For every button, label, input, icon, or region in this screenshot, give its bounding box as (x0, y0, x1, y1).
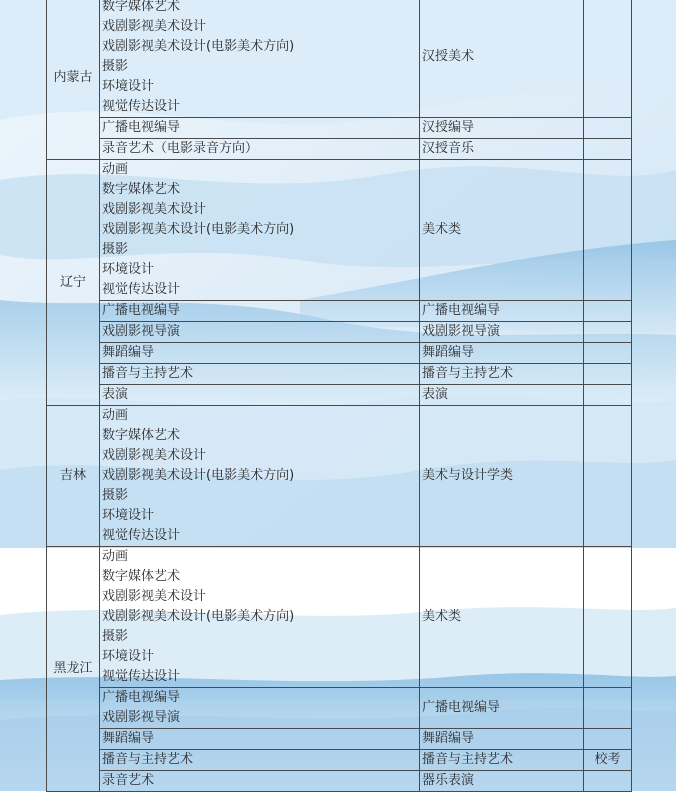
exam-category-cell: 播音与主持艺术 (420, 750, 584, 771)
note-cell (584, 343, 632, 364)
major-name: 视觉传达设计 (102, 528, 181, 543)
exam-category-cell: 美术类 (420, 160, 584, 301)
table-row (47, 343, 632, 364)
major-name: 数字媒体艺术 (102, 428, 181, 443)
table-row (47, 406, 632, 547)
major-name: 舞蹈编导 (102, 731, 155, 746)
major-name: 戏剧影视美术设计(电影美术方向) (102, 222, 295, 237)
note-cell (584, 0, 632, 118)
major-cell (100, 301, 420, 322)
exam-category-cell: 汉授音乐 (420, 139, 584, 160)
major-cell (100, 160, 420, 301)
exam-category-cell: 器乐表演 (420, 771, 584, 792)
major-cell (100, 385, 420, 406)
major-name: 录音艺术 (102, 773, 155, 788)
admission-table (46, 0, 632, 792)
exam-category-cell: 广播电视编导 (420, 688, 584, 729)
major-cell (100, 343, 420, 364)
exam-category-cell: 美术类 (420, 547, 584, 688)
province-cell: 黑龙江 (47, 547, 100, 792)
table-row (47, 729, 632, 750)
note-cell (584, 364, 632, 385)
major-cell (100, 406, 420, 547)
note-cell (584, 385, 632, 406)
note-cell (584, 139, 632, 160)
major-name: 播音与主持艺术 (102, 366, 194, 381)
major-name: 摄影 (102, 242, 129, 257)
major-cell (100, 729, 420, 750)
major-cell (100, 364, 420, 385)
major-name: 广播电视编导 (102, 690, 181, 705)
exam-category-cell: 舞蹈编导 (420, 343, 584, 364)
exam-category-cell: 汉授编导 (420, 118, 584, 139)
table-row (47, 385, 632, 406)
major-name: 数字媒体艺术 (102, 569, 181, 584)
major-name: 视觉传达设计 (102, 282, 181, 297)
exam-category-cell: 广播电视编导 (420, 301, 584, 322)
major-name: 环境设计 (102, 79, 155, 94)
table-row (47, 160, 632, 301)
exam-category-cell: 汉授美术 (420, 0, 584, 118)
note-cell (584, 160, 632, 301)
major-name: 戏剧影视美术设计(电影美术方向) (102, 468, 295, 483)
table-row (47, 364, 632, 385)
major-name: 戏剧影视导演 (102, 324, 181, 339)
table-row (47, 547, 632, 688)
major-name: 戏剧影视美术设计 (102, 448, 207, 463)
major-name: 动画 (102, 408, 129, 423)
major-cell (100, 750, 420, 771)
note-cell (584, 322, 632, 343)
table-row (47, 118, 632, 139)
major-cell (100, 688, 420, 729)
province-cell: 辽宁 (47, 160, 100, 406)
major-cell (100, 322, 420, 343)
major-cell (100, 547, 420, 688)
major-name: 广播电视编导 (102, 303, 181, 318)
major-name: 戏剧影视导演 (102, 710, 181, 725)
major-name: 摄影 (102, 488, 129, 503)
major-name: 戏剧影视美术设计 (102, 202, 207, 217)
major-name: 播音与主持艺术 (102, 752, 194, 767)
exam-category-cell: 表演 (420, 385, 584, 406)
province-cell: 吉林 (47, 406, 100, 547)
table-row (47, 750, 632, 771)
note-cell (584, 118, 632, 139)
major-name: 数字媒体艺术 (102, 182, 181, 197)
note-cell (584, 406, 632, 547)
table-row (47, 301, 632, 322)
table-row (47, 139, 632, 160)
exam-category-cell: 美术与设计学类 (420, 406, 584, 547)
major-name: 动画 (102, 549, 129, 564)
major-name: 表演 (102, 387, 129, 402)
major-name: 视觉传达设计 (102, 669, 181, 684)
major-name: 录音艺术（电影录音方向） (102, 141, 259, 156)
major-name: 戏剧影视美术设计 (102, 19, 207, 34)
note-cell (584, 771, 632, 792)
major-name: 摄影 (102, 59, 129, 74)
table-row (47, 0, 632, 118)
province-cell: 内蒙古 (47, 0, 100, 160)
exam-category-cell: 戏剧影视导演 (420, 322, 584, 343)
note-cell: 校考 (584, 750, 632, 771)
note-cell (584, 729, 632, 750)
major-name: 舞蹈编导 (102, 345, 155, 360)
major-name: 环境设计 (102, 508, 155, 523)
major-name: 动画 (102, 162, 129, 177)
note-cell (584, 547, 632, 688)
major-name: 环境设计 (102, 649, 155, 664)
major-name: 视觉传达设计 (102, 99, 181, 114)
exam-category-cell: 播音与主持艺术 (420, 364, 584, 385)
exam-category-cell: 舞蹈编导 (420, 729, 584, 750)
major-name: 环境设计 (102, 262, 155, 277)
note-cell (584, 688, 632, 729)
major-name: 戏剧影视美术设计 (102, 589, 207, 604)
major-cell (100, 139, 420, 160)
major-name: 戏剧影视美术设计(电影美术方向) (102, 609, 295, 624)
major-cell (100, 0, 420, 118)
table-row (47, 688, 632, 729)
table-row (47, 322, 632, 343)
major-name: 广播电视编导 (102, 120, 181, 135)
major-name: 摄影 (102, 629, 129, 644)
major-cell (100, 118, 420, 139)
major-name: 戏剧影视美术设计(电影美术方向) (102, 39, 295, 54)
note-cell (584, 301, 632, 322)
major-cell (100, 771, 420, 792)
major-name: 数字媒体艺术 (102, 0, 181, 14)
table-row (47, 771, 632, 792)
